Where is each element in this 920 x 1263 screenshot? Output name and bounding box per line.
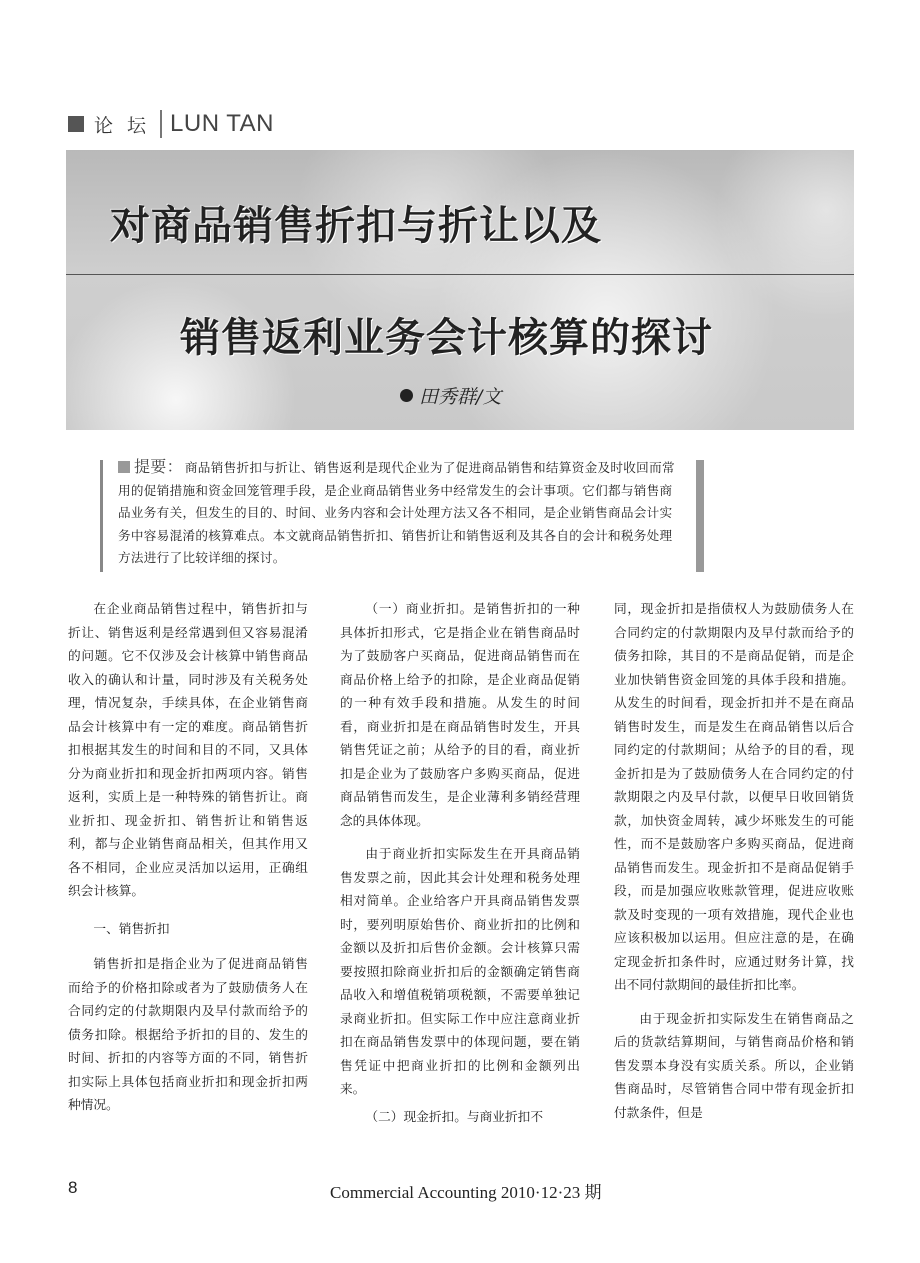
paragraph: 在企业商品销售过程中，销售折扣与折让、销售返利是经常遇到但又容易混淆的问题。它不仅涉及会计核算中销售商品收入的确认和计量，同时涉及有关税务处理，情况复杂，手续具体，在企业销售商品会计核算中有一定的难度。商品销售折扣根据其发生的时间和目的不同，又具体分为商业折扣和现金折扣两项内容。销售返利，实质上是一种特殊的销售折让。商业折扣、现金折扣、销售折让和销售返利，都与企业销售商品相关，但其作用又各不相同，企业应灵活加以运用，正确组织会计核算。: [68, 601, 308, 898]
section-tag: [68, 108, 274, 140]
paragraph: （二）现金折扣。与商业折扣不: [365, 1108, 544, 1124]
paragraph: 同，现金折扣是指债权人为鼓励债务人在合同约定的付款期限内及早付款而给予的债务扣除，其目的不是商品促销，而是企业加快销售资金回笼的具体手段和措施。从发生的时间看，现金折扣并不是在商品销售时发生，而是发生在商品销售以后合同约定的付款期间；从给予的目的看，现金折扣是为了鼓励债务人在合同约定的付款期限之内及早付款，以便早日收回销货款，加快资金周转，减少坏账发生的可能性，而不是鼓励客户多购买商品，促进商品销售而发生。现金折扣不是商品促销手段，而是加强应收账款管理，促进应收账款及时变现的一项有效措施，现代企业也应该积极加以运用。但应注意的是，在确定现金折扣条件时，应通过财务计算，找出不同付款期间的最佳折扣比率。: [614, 601, 854, 992]
title-banner: [66, 150, 854, 430]
banner-divider: [66, 274, 854, 275]
abstract-rule-left: [100, 460, 103, 572]
section-square-icon: [68, 116, 84, 132]
section-label-en: LUN TAN: [170, 110, 274, 137]
section-divider: [160, 110, 162, 138]
article-title-line1: 对商品销售折扣与折让以及: [110, 203, 602, 249]
paragraph: （一）商业折扣。是销售折扣的一种具体折扣形式，它是指企业在销售商品时为了鼓励客户买商品，促进商品销售而在商品价格上给予的扣除，是企业商品促销的一种有效手段和措施。从发生的时间看，商业折扣是在商品销售时发生，开具销售凭证之前；从给予的目的看，商业折扣是企业为了鼓励客户多购买商品，促进商品销售而发生，是企业薄利多销经营理念的具体体现。: [340, 601, 580, 828]
author-line: [400, 382, 501, 409]
abstract-square-icon: [118, 461, 130, 473]
journal-footer: Commercial Accounting 2010·12·23 期: [330, 1183, 602, 1202]
paragraph: 由于商业折扣实际发生在开具商品销售发票之前，因此其会计处理和税务处理相对简单。企业给客户开具商品销售发票时，要列明原始售价、商业折扣的比例和金额以及折扣后售价金额。会计核算只需要按照扣除商业折扣后的金额确定销售商品收入和增值税销项税额，不需要单独记录商业折扣。但实际工作中应注意商业折扣在商品销售发票中的体现问题，要在销售凭证中把商业折扣的比例和金额列出来。: [340, 846, 580, 1096]
section-label-cn: 论坛: [94, 114, 161, 137]
body-column-1: [68, 597, 308, 1117]
body-column-2: [340, 597, 580, 1128]
article-title-line2: 销售返利业务会计核算的探讨: [180, 315, 713, 361]
section-heading: 一、销售折扣: [93, 920, 170, 936]
abstract-label: 提要：: [134, 457, 183, 476]
paragraph: 销售折扣是指企业为了促进商品销售而给予的价格扣除或者为了鼓励债务人在合同约定的付款期限内及早付款而给予的债务扣除。根据给予折扣的目的、发生的时间、折扣的内容等方面的不同，销售折扣实际上具体包括商业折扣和现金折扣两种情况。: [68, 956, 308, 1112]
bullet-icon: [400, 389, 413, 402]
page-number: 8: [68, 1178, 78, 1197]
paragraph: 由于现金折扣实际发生在销售商品之后的货款结算期间，与销售商品价格和销售发票本身没有实质关系。所以，企业销售商品时，尽管销售合同中带有现金折扣付款条件，但是: [614, 1010, 854, 1120]
abstract: [118, 456, 678, 570]
author-name: 田秀群/文: [419, 386, 502, 408]
abstract-text: 商品销售折扣与折让、销售返利是现代企业为了促进商品销售和结算资金及时收回而常用的促销措施和资金回笼管理手段，是企业商品销售业务中经常发生的会计事项。它们都与销售商品业务有关，但发生的目的、时间、业务内容和会计处理方法又各不相同，是企业销售商品会计实务中容易混淆的核算难点。本文就商品销售折扣、销售折让和销售返利及其各自的会计和税务处理方法进行了比较详细的探讨。: [118, 460, 675, 565]
abstract-rule-right: [696, 460, 704, 572]
body-column-3: [614, 597, 854, 1124]
